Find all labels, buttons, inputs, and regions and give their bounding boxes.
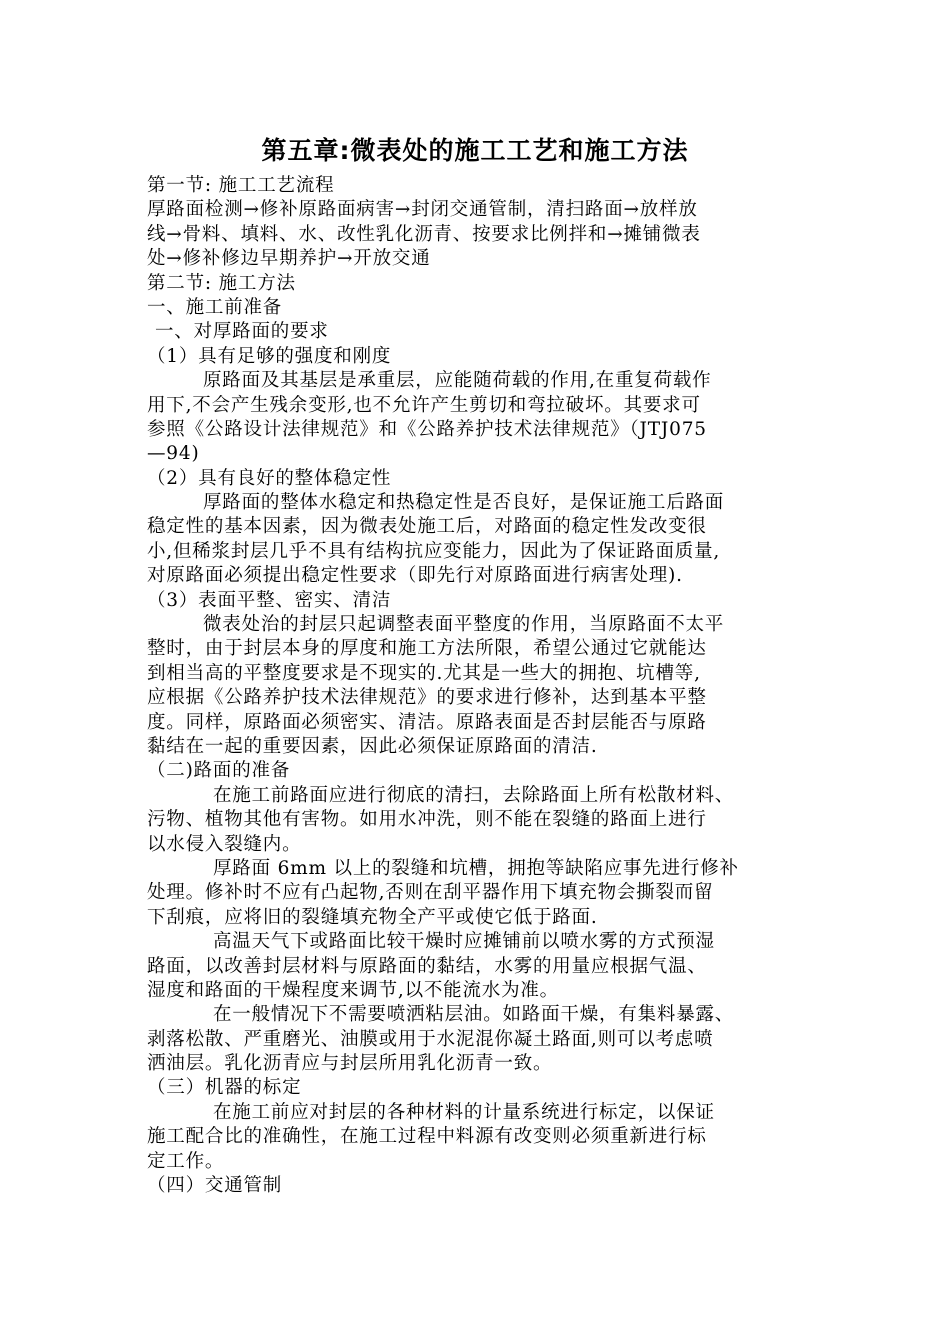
paragraph-line: 厚路面检测→修补原路面病害→封闭交通管制，清扫路面→放样放	[147, 199, 698, 221]
paragraph-line: 湿度和路面的干燥程度来调节,以不能流水为准。	[147, 979, 559, 1001]
paragraph-line: 施工配合比的准确性，在施工过程中料源有改变则必须重新进行标	[147, 1126, 707, 1148]
paragraph-line: 到相当高的平整度要求是不现实的.尤其是一些大的拥抱、坑槽等,	[147, 662, 701, 684]
chapter-title: 第五章:微表处的施工工艺和施工方法	[261, 136, 689, 165]
paragraph-line: 处理。修补时不应有凸起物,否则在刮平器作用下填充物会撕裂而留	[147, 882, 714, 904]
paragraph-line: 下刮痕，应将旧的裂缝填充物全产平或使它低于路面.	[147, 906, 598, 928]
paragraph-line: 在施工前路面应进行彻底的清扫，去除路面上所有松散材料、	[213, 784, 735, 806]
paragraph-line: 度。同样，原路面必须密实、清洁。原路表面是否封层能否与原路	[147, 711, 707, 733]
section-heading: 第二节: 施工方法	[147, 272, 296, 294]
subsection-heading: 一、施工前准备	[147, 296, 283, 318]
paragraph-line: 稳定性的基本因素，因为微表处施工后，对路面的稳定性发改变很	[147, 516, 707, 538]
item-heading: （1）具有足够的强度和刚度	[147, 345, 392, 367]
paragraph-line: 对原路面必须提出稳定性要求（即先行对原路面进行病害处理).	[147, 565, 683, 587]
paragraph-line: 处→修补修边早期养护→开放交通	[147, 248, 431, 270]
paragraph-line: 剥落松散、严重磨光、油膜或用于水泥混你凝土路面,则可以考虑喷	[147, 1028, 714, 1050]
paragraph-line: 用下,不会产生残余变形,也不允许产生剪切和弯拉破坏。其要求可	[147, 394, 701, 416]
item-heading: （四）交通管制	[147, 1175, 283, 1197]
paragraph-line: 线→骨料、填料、水、改性乳化沥青、按要求比例拌和→摊铺微表	[147, 223, 701, 245]
paragraph-line: 路面，以改善封层材料与原路面的黏结，水雾的用量应根据气温、	[147, 955, 707, 977]
paragraph-line: 厚路面的整体水稳定和热稳定性是否良好，是保证施工后路面	[203, 492, 725, 514]
section-heading: 第一节: 施工工艺流程	[147, 175, 335, 196]
paragraph-line: 整时，由于封层本身的厚度和施工方法所限，希望公通过它就能达	[147, 638, 707, 660]
paragraph-line: 污物、植物其他有害物。如用水冲洗，则不能在裂缝的路面上进行	[147, 809, 707, 831]
item-heading: （3）表面平整、密实、清洁	[147, 589, 392, 611]
subsection-heading: 一、对厚路面的要求	[155, 321, 329, 343]
paragraph-line: 黏结在一起的重要因素，因此必须保证原路面的清洁.	[147, 735, 598, 757]
paragraph-line: 参照《公路设计法律规范》和《公路养护技术法律规范》（JTJ075	[147, 418, 707, 440]
paragraph-line: 以水侵入裂缝内。	[147, 833, 302, 855]
document-body	[147, 174, 807, 1198]
paragraph-line: 洒油层。乳化沥青应与封层所用乳化沥青一致。	[147, 1053, 553, 1075]
paragraph-line: 应根据《公路养护技术法律规范》的要求进行修补，达到基本平整	[147, 687, 707, 709]
paragraph-line: 高温天气下或路面比较干燥时应摊铺前以喷水雾的方式预湿	[213, 931, 715, 953]
paragraph-line: —94)	[147, 443, 200, 465]
paragraph-line: 定工作。	[147, 1150, 225, 1172]
paragraph-line: 原路面及其基层是承重层，应能随荷载的作用,在重复荷载作	[203, 370, 712, 392]
paragraph-line: 厚路面 6mm 以上的裂缝和坑槽，拥抱等缺陷应事先进行修补	[213, 857, 739, 879]
paragraph-line: 小,但稀浆封层几乎不具有结构抗应变能力，因此为了保证路面质量,	[147, 540, 721, 562]
paragraph-line: 在施工前应对封层的各种材料的计量系统进行标定，以保证	[213, 1101, 715, 1123]
paragraph-line: 在一般情况下不需要喷洒粘层油。如路面干燥，有集料暴露、	[213, 1004, 735, 1026]
item-heading: （二)路面的准备	[147, 760, 291, 782]
paragraph-line: 微表处治的封层只起调整表面平整度的作用，当原路面不太平	[203, 614, 725, 636]
item-heading: （三）机器的标定	[147, 1077, 302, 1099]
item-heading: （2）具有良好的整体稳定性	[147, 467, 392, 489]
